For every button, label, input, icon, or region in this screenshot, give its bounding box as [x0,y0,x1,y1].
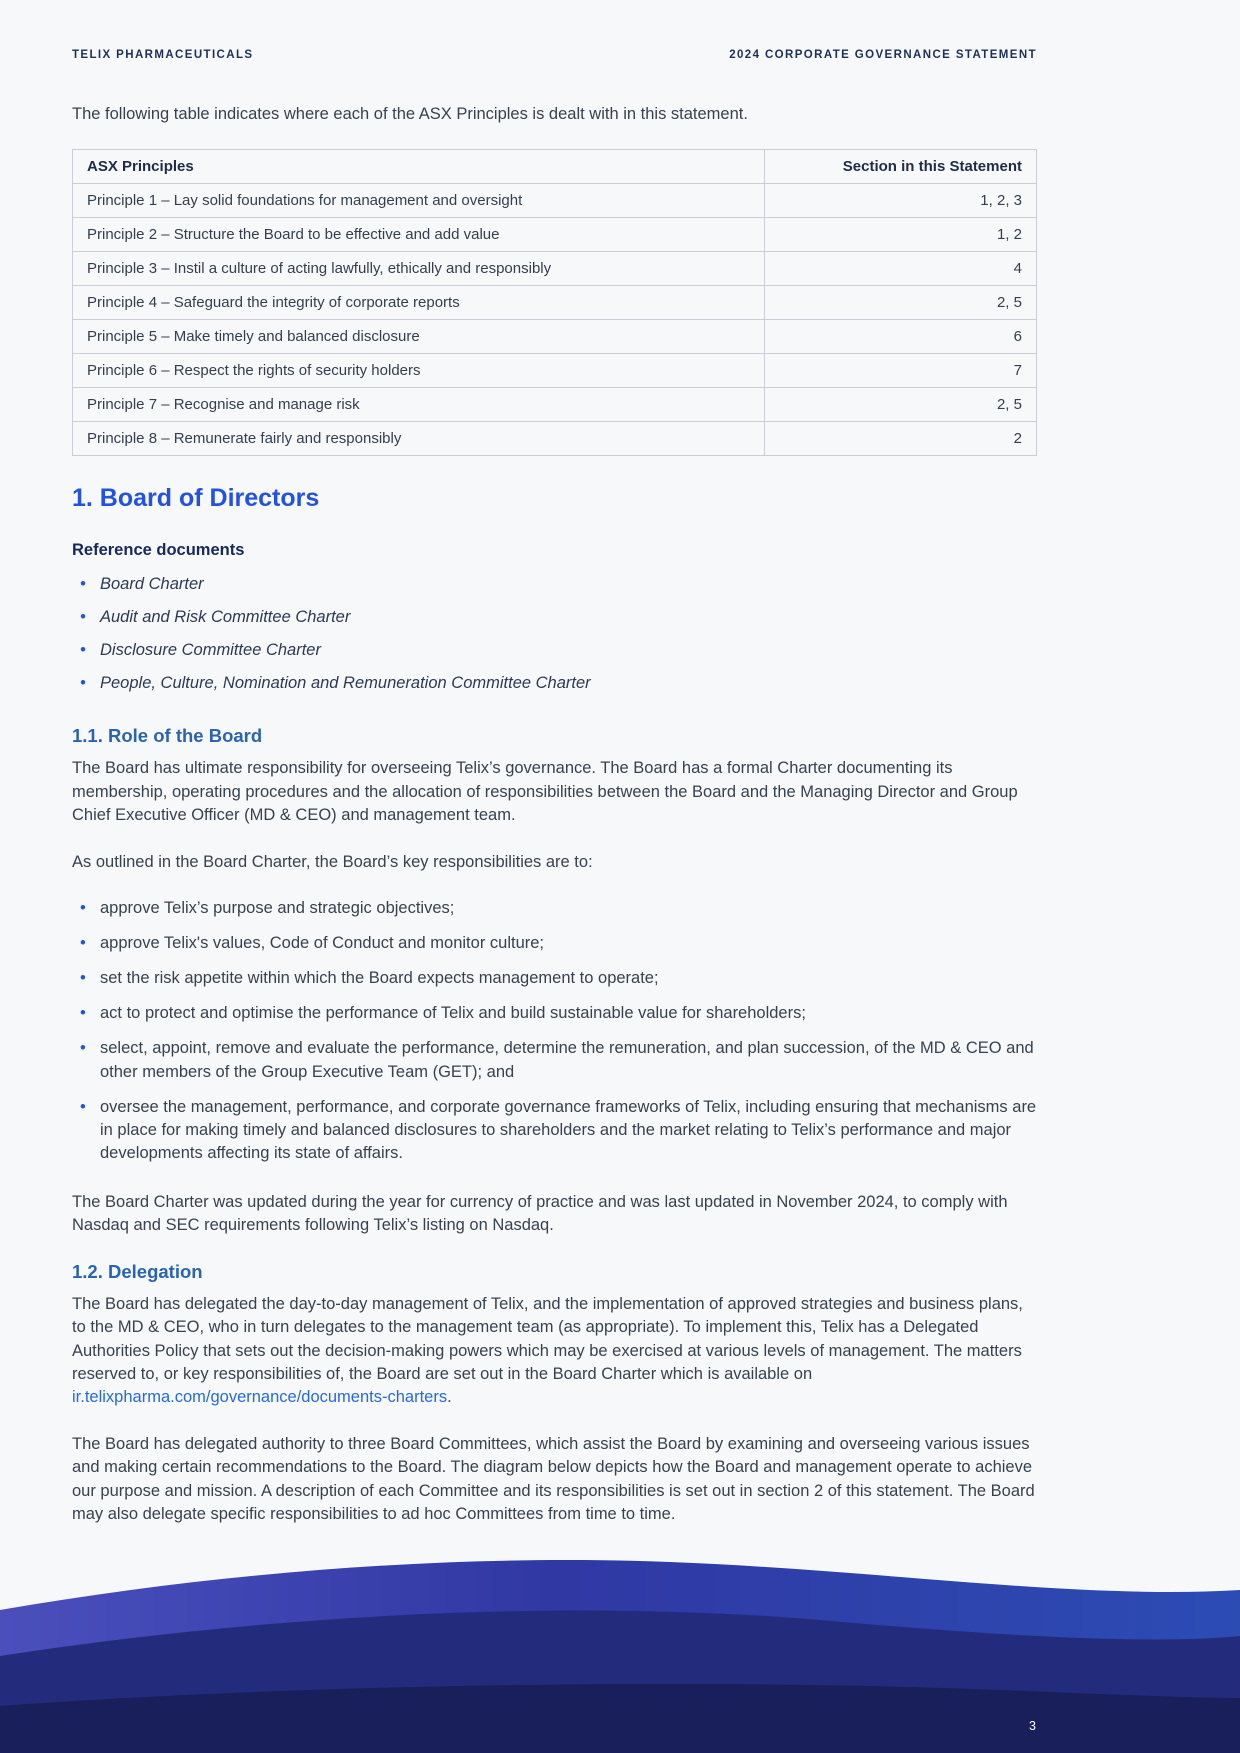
footer-wave-svg [0,1548,1240,1753]
header-company: TELIX PHARMACEUTICALS [72,49,254,61]
responsibility-item: • approve Telix's values, Code of Conduct and monitor culture; [72,932,1037,955]
section-1-1-title: 1.1. Role of the Board [72,725,263,747]
page-number: 3 [1029,1719,1036,1733]
delegation-paragraph [72,1293,1037,1410]
board-charter-update-paragraph: The Board Charter was updated during the year for currency of practice and was last updated in November 2024, to comply with Nasdaq and SEC requirements following Telix’s listing on Nasdaq. [72,1192,1008,1235]
header-document-title: 2024 CORPORATE GOVERNANCE STATEMENT [729,49,1037,61]
reference-doc-item: • People, Culture, Nomination and Remuneration Committee Charter [72,672,1037,695]
table-row [73,320,1037,354]
section-1-title: 1. Board of Directors [72,484,320,512]
reference-doc-item: • Audit and Risk Committee Charter [72,606,1037,629]
board-responsibilities-list [72,897,1037,1165]
responsibility-item: • oversee the management, performance, and corporate governance frameworks of Telix, including ensuring that mechanisms are in place for making timely and balanced disclosures to shareholders and the market relating to Telix’s performance and major developments affecting its state of affairs. [72,1096,1037,1165]
principle-cell: Principle 7 – Recognise and manage risk [73,388,765,422]
principle-cell: Principle 4 – Safeguard the integrity of corporate reports [73,286,765,320]
responsibility-item: • act to protect and optimise the performance of Telix and build sustainable value for shareholders; [72,1002,1037,1025]
responsibilities-lead-in: As outlined in the Board Charter, the Board’s key responsibilities are to: [72,852,593,871]
principle-cell: Principle 1 – Lay solid foundations for management and oversight [73,184,765,218]
section-cell: 7 [765,354,1037,388]
table-row [73,388,1037,422]
principle-cell: Principle 8 – Remunerate fairly and responsibly [73,422,765,456]
delegation-text-after-link: . [447,1388,452,1407]
table-row [73,422,1037,456]
governance-documents-link[interactable]: ir.telixpharma.com/governance/documents-charters [72,1388,448,1407]
reference-documents-list [72,573,1037,695]
footer-wave-graphic [0,1548,1240,1753]
responsibility-item: • set the risk appetite within which the Board expects management to operate; [72,967,1037,990]
section-cell: 4 [765,252,1037,286]
section-cell: 2 [765,422,1037,456]
section-cell: 1, 2, 3 [765,184,1037,218]
reference-documents-heading: Reference documents [72,541,245,559]
table-row [73,252,1037,286]
section-cell: 2, 5 [765,286,1037,320]
table-row [73,218,1037,252]
principle-cell: Principle 6 – Respect the rights of security holders [73,354,765,388]
section-1-2-title: 1.2. Delegation [72,1260,203,1282]
principles-column-header: ASX Principles [73,150,765,184]
table-row [73,286,1037,320]
principle-cell: Principle 2 – Structure the Board to be effective and add value [73,218,765,252]
section-cell: 2, 5 [765,388,1037,422]
section-cell: 1, 2 [765,218,1037,252]
delegation-text-before-link: The Board has delegated the day-to-day management of Telix, and the implementation of approved strategies and business plans, to the MD & CEO, who in turn delegates to the management team (as appropriate). To implement this, Telix has a Delegated Authorities Policy that sets out the decision-making powers which may be exercised at various levels of management. The matters reserved to, or key responsibilities of, the Board are set out in the Board Charter which is available on [72,1294,1023,1384]
principle-cell: Principle 5 – Make timely and balanced disclosure [73,320,765,354]
page-header [72,49,1037,61]
section-cell: 6 [765,320,1037,354]
principle-cell: Principle 3 – Instil a culture of acting lawfully, ethically and responsibly [73,252,765,286]
responsibility-item: • select, appoint, remove and evaluate the performance, determine the remuneration, and plan succession, of the MD & CEO and other members of the Group Executive Team (GET); and [72,1037,1037,1083]
reference-doc-item: • Board Charter [72,573,1037,596]
table-row [73,184,1037,218]
table-header-row [73,150,1037,184]
reference-doc-item: • Disclosure Committee Charter [72,639,1037,662]
table-row [73,354,1037,388]
intro-text: The following table indicates where each of the ASX Principles is dealt with in this statement. [72,105,748,123]
section-column-header: Section in this Statement [765,150,1037,184]
asx-principles-table [72,149,1037,456]
committees-paragraph: The Board has delegated authority to three Board Committees, which assist the Board by examining and overseeing various issues and making certain recommendations to the Board. The diagram below depicts how the Board and management operate to achieve our purpose and mission. A description of each Committee and its responsibilities is set out in section 2 of this statement. The Board may also delegate specific responsibilities to ad hoc Committees from time to time. [72,1434,1035,1524]
role-of-board-paragraph: The Board has ultimate responsibility for overseeing Telix’s governance. The Board has a formal Charter documenting its membership, operating procedures and the allocation of responsibilities between the Board and the Managing Director and Group Chief Executive Officer (MD & CEO) and management team. [72,759,1018,825]
responsibility-item: • approve Telix’s purpose and strategic objectives; [72,897,1037,920]
